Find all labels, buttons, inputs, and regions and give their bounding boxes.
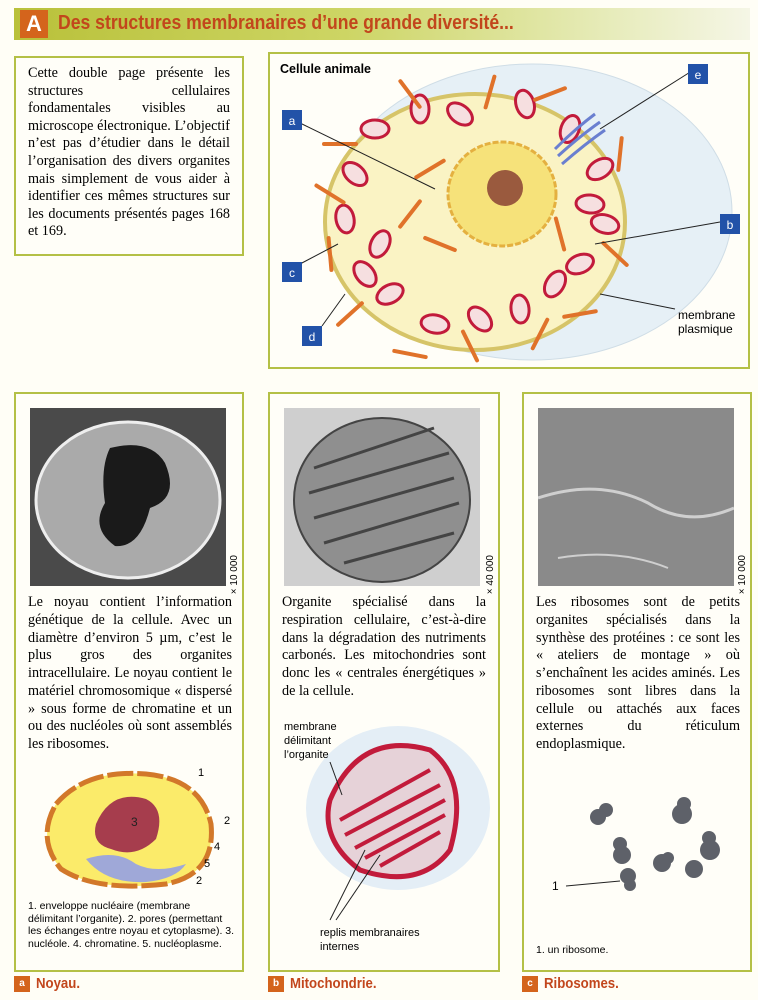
svg-text:e: e — [694, 68, 702, 82]
mitochondria-diagram — [280, 720, 490, 960]
ribosomes-diagram — [534, 786, 744, 926]
marker-c — [282, 262, 302, 282]
intro-text: Cette double page présente les structures cellulaires fondamentales visibles au microscope électronique. L’objectif n’est pas d’étudier dans le détail l’organisation des divers organites mais simplement de vous aider à identifier ces mêmes structures sur les documents présentés pages 168 et 169. — [28, 65, 230, 240]
animal-cell-diagram — [270, 54, 748, 367]
card-mitochondria — [268, 392, 500, 972]
mitochondria-description: Organite spécialisé dans la respiration cellulaire, c’est-à-dire dans la dégradation des nutriments carbonés. Les mitochondries sont donc les « centrales énergétiques » de la cellule. — [282, 594, 486, 699]
svg-text:l’organite: l’organite — [284, 749, 329, 761]
marker-a — [282, 110, 302, 130]
card-nucleus — [14, 392, 244, 972]
svg-text:2: 2 — [224, 815, 231, 827]
ribosomes-description: Les ribosomes sont de petits organites spécialisés dans la synthèse des protéines : ce sont les « ateliers de montage » où s’enchaînent les acides aminés. Les ribosomes sont libres dans la cellule ou attachés aux faces externes du réticulum endoplasmique. — [536, 594, 740, 752]
svg-text:c: c — [289, 266, 295, 280]
svg-text:5: 5 — [204, 858, 211, 870]
svg-text:délimitant: délimitant — [284, 735, 332, 747]
caption-a: a Noyau. — [14, 975, 86, 992]
nucleus-description: Le noyau contient l’information génétique de la cellule. Avec un diamètre d’environ 5 µm, c’est le plus gros des organites intracellulaire. Le noyau contient le matériel chromosomique « dispersé » sous forme de chromatine et un ou des nucléoles où sont assemblés les ribosomes. — [28, 594, 232, 752]
reticulum — [394, 351, 425, 357]
ribosomes-micrograph — [538, 408, 734, 586]
svg-text:1: 1 — [198, 767, 205, 779]
membrane-label-1: membrane — [678, 308, 736, 322]
intro-box — [14, 56, 244, 256]
card-ribosomes — [522, 392, 752, 972]
cell-label: Cellule animale — [280, 62, 372, 76]
reticulum — [338, 303, 362, 324]
caption-b: b Mitochondrie. — [268, 975, 388, 992]
marker-e — [688, 64, 708, 84]
svg-text:d: d — [308, 330, 316, 344]
nucleolus — [487, 170, 523, 206]
svg-text:replis membranaires: replis membranaires — [320, 927, 420, 939]
caption-c: c Ribosomes. — [522, 975, 629, 992]
section-title: Des structures membranaires d’une grande diversité... — [58, 12, 514, 34]
magnification-label: × 10 000 — [737, 555, 748, 595]
svg-text:internes: internes — [320, 941, 360, 953]
magnification-label: × 10 000 — [229, 555, 240, 595]
marker-b — [720, 214, 740, 234]
membrane-label-2: plasmique — [678, 322, 733, 336]
svg-text:2: 2 — [196, 875, 203, 887]
magnification-label: × 40 000 — [485, 555, 496, 595]
svg-text:4: 4 — [214, 841, 221, 853]
animal-cell-figure — [268, 52, 750, 369]
reticulum — [329, 238, 332, 270]
mitochondrion — [575, 194, 604, 214]
ribosomes-caption: 1. un ribosome. — [536, 944, 609, 956]
section-header — [14, 8, 750, 40]
section-letter: A — [20, 10, 48, 38]
nucleus-caption: 1. enveloppe nucléaire (membrane délimitant l’organite). 2. pores (permettant les échanges entre noyau et cytoplasme). 3. nucléole. 4. chromatine. 5. nucléoplasme. — [28, 900, 235, 950]
svg-text:3: 3 — [131, 815, 138, 829]
mitochondria-micrograph — [284, 408, 480, 586]
svg-text:1: 1 — [552, 879, 559, 893]
nucleus-micrograph — [30, 408, 226, 586]
svg-text:a: a — [288, 114, 296, 128]
mitochondrion — [361, 120, 389, 138]
svg-text:membrane: membrane — [284, 721, 337, 733]
nucleus-diagram — [26, 764, 236, 894]
svg-text:b: b — [726, 218, 734, 232]
marker-d — [302, 326, 322, 346]
